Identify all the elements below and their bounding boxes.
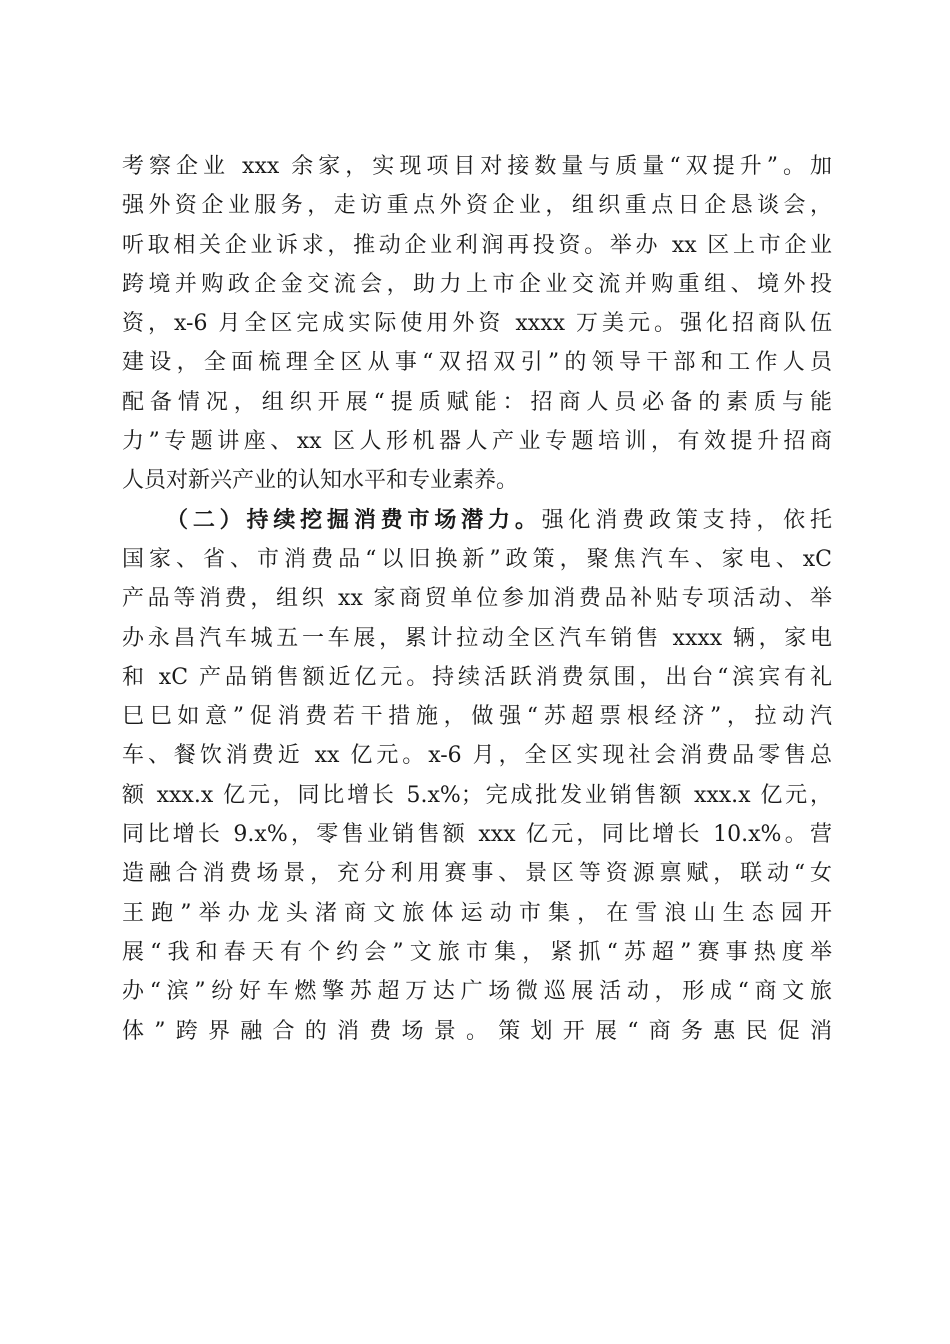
paragraph-line: 产品等消费，组织 xx 家商贸单位参加消费品补贴专项活动、举: [122, 586, 832, 612]
paragraph-line: 和 xC 产品销售额近亿元。持续活跃消费氛围，出台“滨宾有礼: [122, 664, 832, 690]
document-body: [122, 147, 832, 1051]
paragraph-line: 办“滨”纷好车燃擎苏超万达广场微巡展活动，形成“商文旅: [122, 979, 832, 1005]
paragraph-line: 展“我和春天有个约会”文旅市集，紧抓“苏超”赛事热度举: [122, 939, 832, 965]
paragraph-line: 巳巳如意”促消费若干措施，做强“苏超票根经济”，拉动汽: [122, 704, 832, 730]
paragraph-line: 造融合消费场景，充分利用赛事、景区等资源禀赋，联动“女: [122, 861, 832, 887]
paragraph-line: 资，x-6 月全区完成实际使用外资 xxxx 万美元。强化招商队伍: [122, 311, 832, 337]
paragraph-line: 同比增长 9.x%，零售业销售额 xxx 亿元，同比增长 10.x%。营: [122, 822, 832, 848]
paragraph-investment: [122, 147, 832, 501]
paragraph-line: 听取相关企业诉求，推动企业利润再投资。举办 xx 区上市企业: [122, 232, 832, 258]
paragraph-line: 车、餐饮消费近 xx 亿元。x-6 月，全区实现社会消费品零售总: [122, 743, 832, 769]
paragraph-line: 力”专题讲座、xx 区人形机器人产业专题培训，有效提升招商: [122, 429, 832, 455]
paragraph-line: 建设，全面梳理全区从事“双招双引”的领导干部和工作人员: [122, 350, 832, 376]
paragraph-line: 强外资企业服务，走访重点外资企业，组织重点日企恳谈会，: [122, 193, 832, 219]
paragraph-line-rest: 强化消费政策支持，依托: [541, 507, 832, 533]
paragraph-line: 跨境并购政企金交流会，助力上市企业交流并购重组、境外投: [122, 271, 832, 297]
paragraph-line: 额 xxx.x 亿元，同比增长 5.x%；完成批发业销售额 xxx.x 亿元，: [122, 782, 832, 808]
paragraph-line: 人员对新兴产业的认知水平和专业素养。: [122, 468, 519, 494]
section-heading: （二）持续挖掘消费市场潜力。: [166, 506, 542, 533]
paragraph-consumption: [122, 501, 832, 1051]
paragraph-first-line: [122, 501, 832, 540]
paragraph-line: 体”跨界融合的消费场景。策划开展“商务惠民促消: [122, 1018, 832, 1044]
paragraph-line: 国家、省、市消费品“以旧换新”政策，聚焦汽车、家电、xC: [122, 546, 832, 572]
paragraph-line: 配备情况，组织开展“提质赋能：招商人员必备的素质与能: [122, 389, 832, 415]
paragraph-line: 考察企业 xxx 余家，实现项目对接数量与质量“双提升”。加: [122, 154, 832, 179]
paragraph-line: 王跑”举办龙头渚商文旅体运动市集，在雪浪山生态园开: [122, 900, 832, 926]
paragraph-line: 办永昌汽车城五一车展，累计拉动全区汽车销售 xxxx 辆，家电: [122, 625, 832, 651]
